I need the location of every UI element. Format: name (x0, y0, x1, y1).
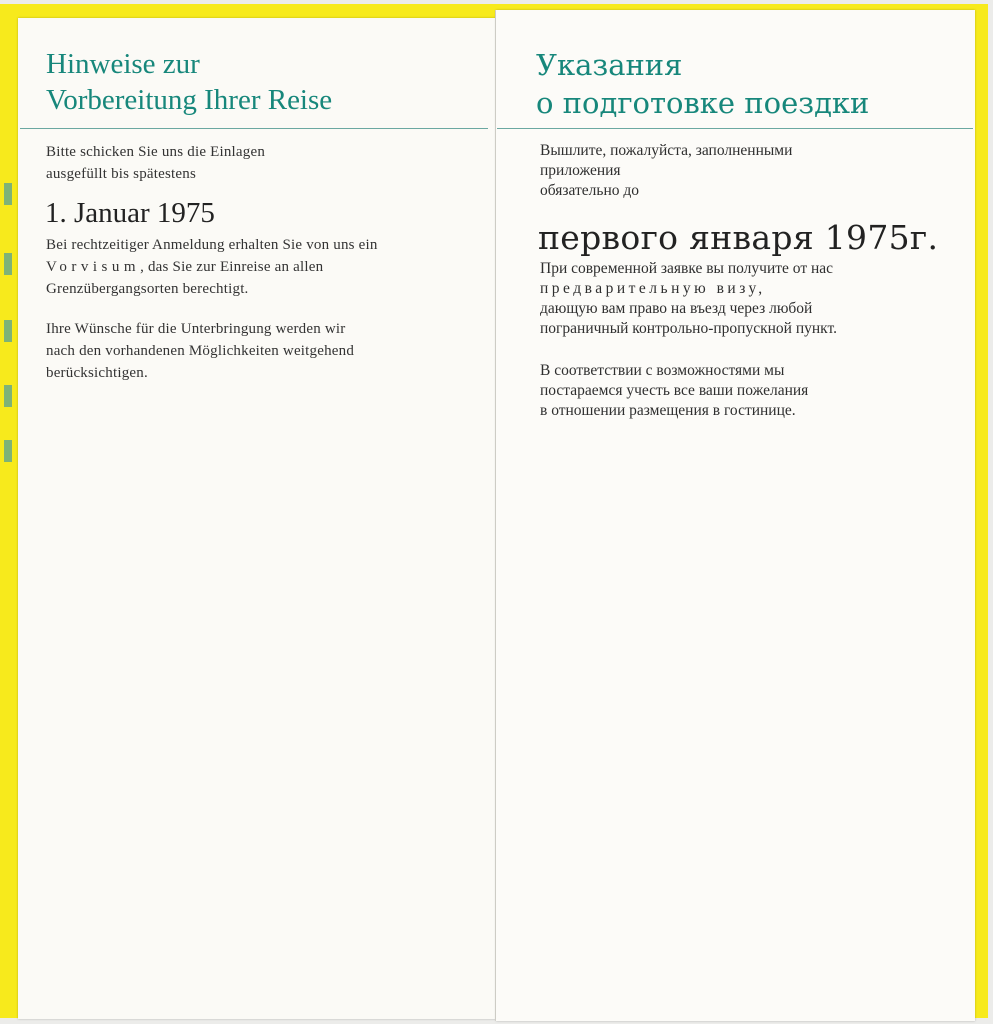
russian-wishes-line1: В соответствии с возможностями мы (540, 362, 785, 379)
german-intro-line1: Bitte schicken Sie uns die Einlagen (46, 144, 266, 160)
german-visa-word: Vorvisum (46, 259, 141, 275)
russian-visa-word: предварительную визу, (540, 280, 766, 297)
russian-visa-paragraph (540, 259, 837, 339)
german-visa-line1: Bei rechtzeitiger Anmeldung erhalten Sie von uns ein (46, 237, 378, 253)
german-heading-rule (20, 128, 488, 129)
russian-visa-line4: пограничный контрольно-пропускной пункт. (540, 320, 837, 337)
russian-intro (540, 141, 792, 201)
russian-intro-line3: обязательно до (540, 182, 639, 199)
german-visa-line2: , das Sie zur Einreise an allen (140, 259, 324, 275)
russian-visa-line3: дающую вам право на въезд через любой (540, 300, 813, 317)
russian-wishes-line3: в отношении размещения в гостинице. (540, 402, 796, 419)
german-intro-line2: ausgefüllt bis spätestens (46, 166, 196, 182)
russian-wishes-paragraph (540, 361, 808, 421)
german-heading (46, 46, 332, 118)
russian-heading-line1: Указания (536, 48, 683, 82)
german-heading-line2: Vorbereitung Ihrer Reise (46, 84, 333, 116)
german-wishes-paragraph (46, 318, 354, 384)
german-intro (46, 141, 265, 185)
german-visa-paragraph (46, 234, 378, 300)
russian-heading-rule (497, 128, 973, 129)
russian-heading (536, 46, 869, 122)
german-wishes-line2: nach den vorhandenen Möglichkeiten weitgehend (46, 343, 355, 359)
german-heading-line1: Hinweise zur (46, 48, 200, 80)
russian-intro-line2: приложения (540, 162, 621, 179)
german-wishes-line3: berücksichtigen. (46, 365, 148, 381)
russian-intro-line1: Вышлите, пожалуйста, заполненными (540, 142, 793, 159)
german-visa-line3: Grenzübergangsorten berechtigt. (46, 281, 249, 297)
cover-edge-marks (0, 175, 18, 475)
russian-visa-line1: При современной заявке вы получите от нас (540, 260, 834, 277)
russian-heading-line2: о подготовке поездки (536, 86, 870, 120)
german-deadline: 1. Januar 1975 (45, 197, 215, 229)
russian-wishes-line2: постараемся учесть все ваши пожелания (540, 382, 809, 399)
german-wishes-line1: Ihre Wünsche für die Unterbringung werden wir (46, 321, 346, 337)
russian-deadline: первого января 1975г. (538, 218, 939, 257)
